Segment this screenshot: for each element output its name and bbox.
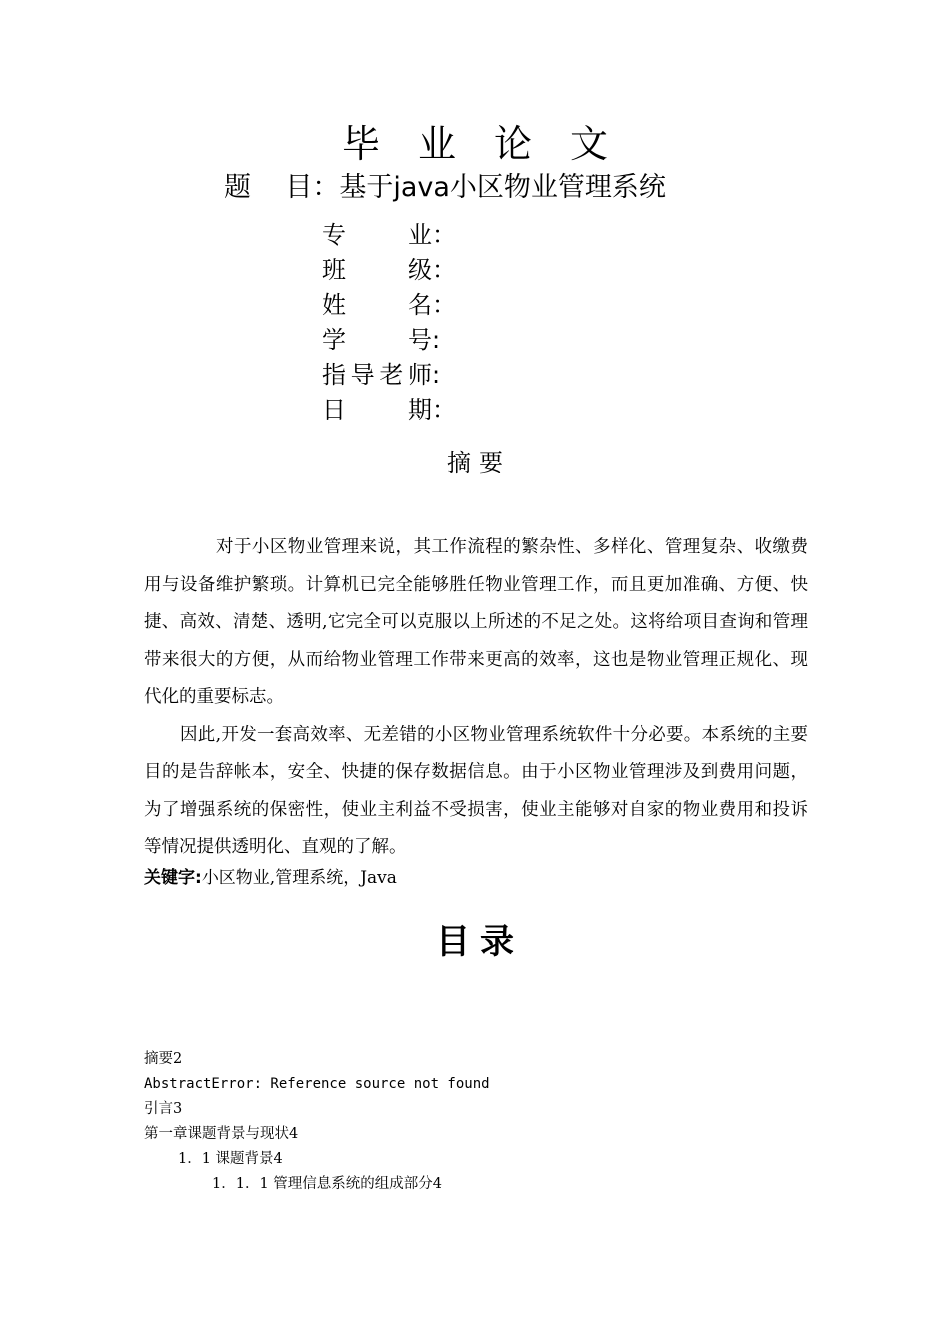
toc-item[interactable]: 引言3 [144, 1101, 183, 1117]
abstract-paragraph: 因此,开发一套高效率、无差错的小区物业管理系统软件十分必要。本系统的主要目的是告辞帐本，安全、快捷的保存数据信息。由于小区物业管理涉及到费用问题，为了增强系统的保密性，使业主利益不受损害，使业主能够对自家的物业费用和投诉等情况提供透明化、直观的了解。 [144, 724, 808, 857]
keywords-value: 小区物业,管理系统，Java [201, 868, 397, 888]
info-colon: : [432, 326, 441, 354]
toc-item[interactable]: 摘要2 [144, 1051, 183, 1067]
info-row-class [322, 253, 622, 288]
toc-item[interactable]: 第一章课题背景与现状4 [144, 1126, 299, 1142]
table-of-contents [144, 1047, 844, 1197]
info-label: 班级 [322, 256, 432, 284]
cover-info-block [322, 218, 622, 428]
info-colon: ： [432, 221, 456, 249]
abstract-heading: 摘要 [447, 449, 511, 477]
info-row-advisor [322, 358, 622, 393]
toc-item[interactable]: 1．1．1 管理信息系统的组成部分4 [212, 1176, 443, 1192]
info-label: 日期 [322, 396, 432, 424]
info-colon: ： [432, 291, 456, 319]
toc-item[interactable]: 1．1 课题背景4 [178, 1151, 283, 1167]
info-row-name [322, 288, 622, 323]
thesis-title: 毕业论文 [341, 122, 646, 166]
info-colon: ： [432, 256, 456, 284]
info-row-major [322, 218, 622, 253]
keywords-label: 关键字: [144, 868, 202, 888]
info-row-student-id [322, 323, 622, 358]
info-label: 专业 [322, 221, 432, 249]
info-label: 学号 [322, 326, 432, 354]
thesis-topic [224, 168, 666, 208]
info-row-date [322, 393, 622, 428]
keywords-line [144, 864, 808, 892]
abstract-paragraph: 对于小区物业管理来说，其工作流程的繁杂性、多样化、管理复杂、收缴费用与设备维护繁琐。计算机已完全能够胜任物业管理工作，而且更加准确、方便、快捷、高效、清楚、透明,它完全可以克服以上所述的不足之处。这将给项目查询和管理带来很大的方便，从而给物业管理工作带来更高的效率，这也是物业管理正规化、现代化的重要标志。 [144, 537, 808, 707]
toc-item[interactable]: AbstractError: Reference source not found [144, 1076, 490, 1092]
topic-value: 基于java小区物业管理系统 [339, 172, 666, 203]
abstract-body [144, 529, 808, 867]
info-label: 指导老师 [322, 361, 432, 389]
topic-label: 题 目： [224, 172, 340, 203]
info-colon: ： [432, 396, 456, 424]
info-label: 姓名 [322, 291, 432, 319]
toc-heading: 目录 [436, 922, 524, 962]
info-colon: : [432, 361, 441, 389]
